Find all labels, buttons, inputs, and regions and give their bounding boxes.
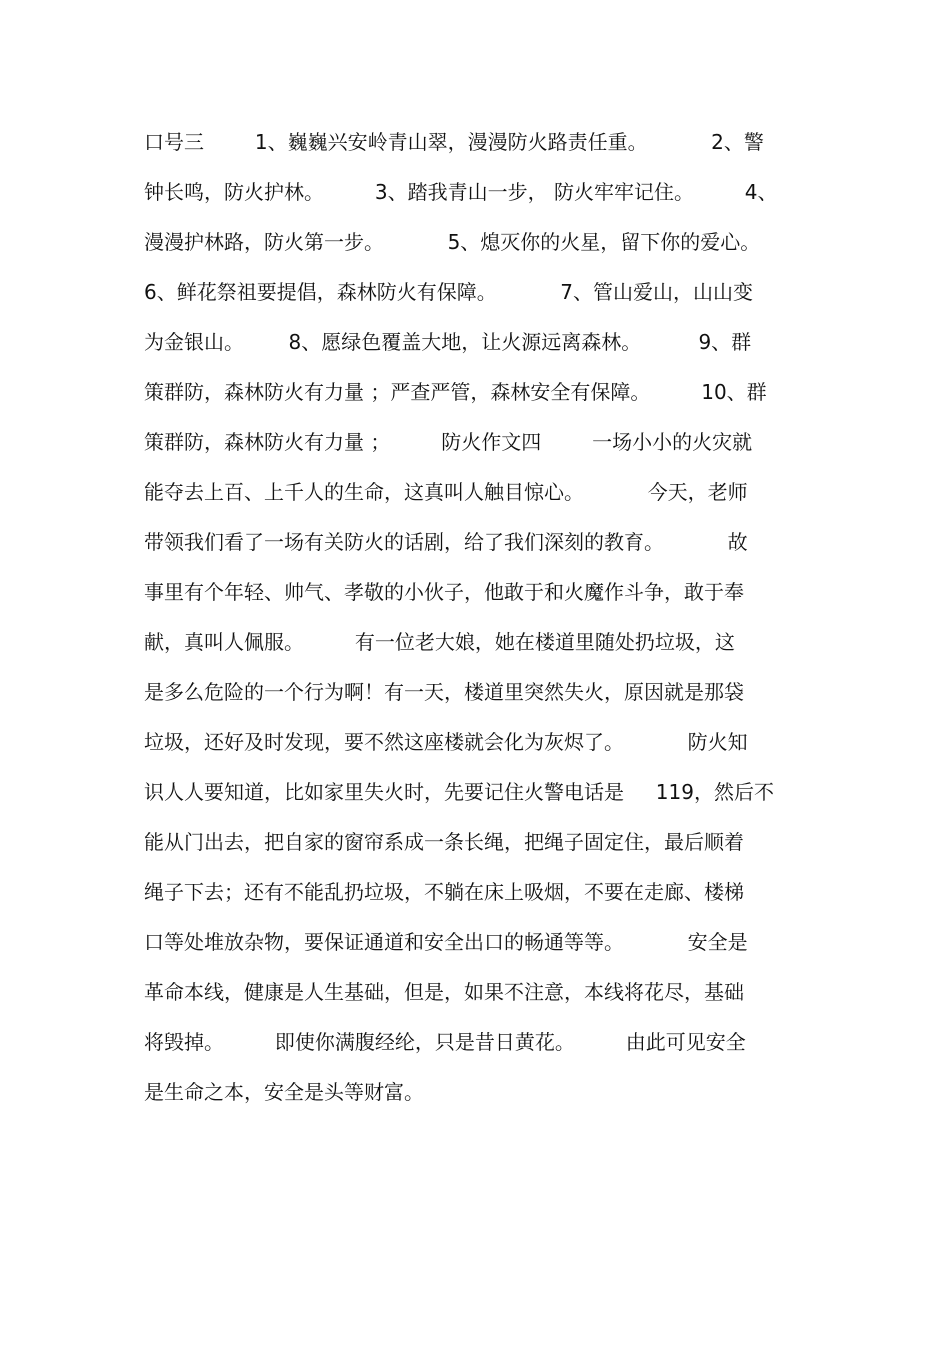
- text-line-13: 垃圾，还好及时发现，要不然这座楼就会化为灰烬了。 防火知: [144, 730, 748, 754]
- text-line-14: 识人人要知道，比如家里失火时，先要记住火警电话是 119，然后不: [144, 780, 774, 804]
- text-line-16: 绳子下去；还有不能乱扔垃圾，不躺在床上吸烟，不要在走廊、楼梯: [144, 880, 744, 904]
- text-line-18: 革命本线，健康是人生基础，但是，如果不注意，本线将花尽，基础: [144, 980, 744, 1004]
- text-line-2: 钟长鸣，防火护林。 3、踏我青山一步， 防火牢牢记住。 4、: [144, 180, 778, 204]
- text-line-15: 能从门出去，把自家的窗帘系成一条长绳，把绳子固定住，最后顺着: [144, 830, 744, 854]
- body-text: [144, 120, 814, 1120]
- text-line-11: 献，真叫人佩服。 有一位老大娘，她在楼道里随处扔垃圾，这: [144, 630, 735, 654]
- text-line-10: 事里有个年轻、帅气、孝敬的小伙子，他敢于和火魔作斗争，敢于奉: [144, 580, 744, 604]
- text-line-17: 口等处堆放杂物，要保证通道和安全出口的畅通等等。 安全是: [144, 930, 748, 954]
- text-line-8: 能夺去上百、上千人的生命，这真叫人触目惊心。 今天，老师: [144, 480, 748, 504]
- text-line-6: 策群防，森林防火有力量 ；严查严管，森林安全有保障。 10、群: [144, 380, 767, 404]
- text-line-5: 为金银山。 8、愿绿色覆盖大地，让火源远离森林。 9、群: [144, 330, 752, 354]
- text-line-19: 将毁掉。 即使你满腹经纶，只是昔日黄花。 由此可见安全: [144, 1030, 746, 1054]
- text-line-20: 是生命之本，安全是头等财富。: [144, 1080, 424, 1104]
- text-line-1: 口号三 1、巍巍兴安岭青山翠，漫漫防火路责任重。 2、警: [144, 130, 764, 154]
- text-line-4: 6、鲜花祭祖要提倡，森林防火有保障。 7、管山爱山，山山变: [144, 280, 754, 304]
- text-line-3: 漫漫护林路，防火第一步。 5、熄灭你的火星，留下你的爱心。: [144, 230, 761, 254]
- text-line-9: 带领我们看了一场有关防火的话剧，给了我们深刻的教育。 故: [144, 530, 748, 554]
- text-line-12: 是多么危险的一个行为啊！有一天，楼道里突然失火，原因就是那袋: [144, 680, 744, 704]
- text-line-7: 策群防，森林防火有力量 ； 防火作文四 一场小小的火灾就: [144, 430, 753, 454]
